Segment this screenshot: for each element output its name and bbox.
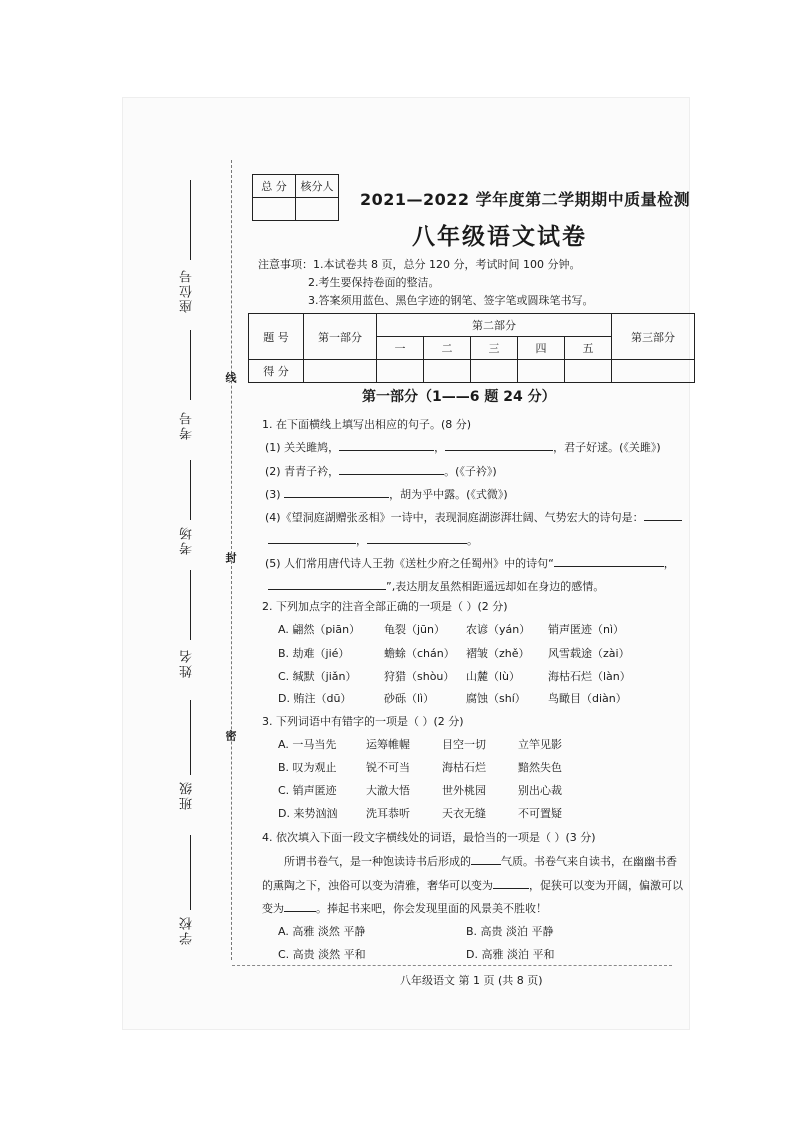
q2-d-4: 鸟瞰目（diàn）: [548, 692, 627, 705]
q3-c-2: 大澈大悟: [366, 784, 410, 797]
seal-mi-mark: 密: [224, 730, 237, 741]
q3-a-2: 运筹帷幄: [366, 738, 410, 751]
q2-c-1: C. 缄默（jiǎn）: [278, 670, 357, 683]
seal-feng-mark: 封: [224, 552, 237, 563]
q1-line5: [265, 555, 675, 571]
q1-line5b-end: ”,表达朋友虽然相距遥远却如在身边的感情。: [386, 580, 605, 593]
seat-label: 座位号: [180, 268, 195, 313]
q1-line1-mid: ，: [434, 441, 446, 454]
q2-d-1: D. 贿注（dū）: [278, 692, 352, 705]
score-cell-part1: [304, 360, 377, 383]
q1-blank-9[interactable]: [268, 579, 386, 590]
sub-5: 五: [565, 337, 612, 360]
q1-blank-8[interactable]: [554, 556, 664, 567]
part2-header: 第二部分: [377, 314, 612, 337]
q1-line5b: [268, 578, 604, 594]
exam-title: 2021—2022 学年度第二学期期中质量检测: [360, 190, 691, 209]
q4-p1a: 所谓书卷气，是一种饱读诗书后形成的: [284, 855, 471, 868]
name-line: [190, 570, 191, 640]
total-score-cell: [253, 198, 296, 221]
q1-blank-3[interactable]: [339, 464, 444, 475]
q2-d-3: 腐蚀（shí）: [466, 692, 526, 705]
score-cell-1: [377, 360, 424, 383]
q1-line4b-end: 。: [467, 534, 478, 547]
exam-notes: [258, 256, 594, 310]
q4-p3b: 。捧起书来吧，你会发现里面的风景美不胜收！: [316, 902, 547, 915]
grade-table: [248, 313, 695, 383]
q1-line2-end: 。(《子衿》): [444, 465, 497, 478]
note-2: 2.考生要保持卷面的整洁。: [308, 276, 440, 289]
q2-d-2: 砂砾（lì）: [384, 692, 435, 705]
exam-no-label: 考号: [180, 410, 195, 440]
q4-para-line1: [284, 853, 677, 869]
qno-header: 题 号: [249, 314, 304, 360]
q1-line2-start: (2) 青青子衿，: [265, 465, 340, 478]
q1-line1: [265, 439, 661, 455]
q1-line3-start: (3): [265, 488, 281, 501]
q1-blank-5[interactable]: [644, 510, 682, 521]
q1-blank-7[interactable]: [367, 533, 467, 544]
q4-stem: 4. 依次填入下面一段文字横线处的词语，最恰当的一项是（ ）(3 分): [262, 831, 596, 844]
score-cell-3: [471, 360, 518, 383]
q1-line4b-mid: ，: [356, 534, 367, 547]
q4-option-d: D. 高雅 淡泊 平和: [466, 948, 555, 961]
q3-d-2: 洗耳恭听: [366, 807, 410, 820]
class-label: 班级: [180, 780, 195, 810]
q3-c-3: 世外桃园: [442, 784, 486, 797]
q1-blank-2[interactable]: [445, 440, 553, 451]
q3-stem: 3. 下列词语中有错字的一项是（ ）(2 分): [262, 715, 464, 728]
q4-para-line3: [262, 900, 547, 916]
school-label: 学校: [180, 915, 195, 945]
note-3: 3.答案须用蓝色、黑色字迹的钢笔、签字笔或圆珠笔书写。: [308, 294, 594, 307]
q4-blank-1[interactable]: [471, 854, 501, 865]
q1-line2: [265, 463, 497, 479]
part1-header: 第一部分: [304, 314, 377, 360]
q1-line5-text: (5) 人们常用唐代诗人王勃《送杜少府之任蜀州》中的诗句“: [265, 557, 554, 570]
q1-line1-end: ，君子好逑。(《关雎》): [553, 441, 661, 454]
q1-line5-mid: ，: [663, 557, 675, 570]
q1-line4: [265, 509, 682, 525]
q3-a-1: A. 一马当先: [278, 738, 337, 751]
exam-no-line: [190, 330, 191, 400]
footer-divider: [232, 965, 672, 966]
q4-p3a: 变为: [262, 902, 284, 915]
q3-b-4: 黯然失色: [518, 761, 562, 774]
q3-b-2: 锐不可当: [366, 761, 410, 774]
q3-c-1: C. 销声匿迹: [278, 784, 337, 797]
sub-2: 二: [424, 337, 471, 360]
q4-blank-2[interactable]: [493, 878, 529, 889]
q3-a-3: 目空一切: [442, 738, 486, 751]
q2-b-1: B. 劫难（jié）: [278, 647, 350, 660]
q2-c-4: 海枯石烂（làn）: [548, 670, 631, 683]
q4-option-c: C. 高贵 淡然 平和: [278, 948, 366, 961]
sub-3: 三: [471, 337, 518, 360]
seal-line-mark: 线: [224, 372, 237, 383]
score-cell-4: [518, 360, 565, 383]
q2-b-4: 风雪载途（zài）: [548, 647, 630, 660]
q3-d-1: D. 来势汹汹: [278, 807, 338, 820]
q3-a-4: 立竿见影: [518, 738, 562, 751]
q1-line3: [265, 486, 508, 502]
q1-blank-1[interactable]: [339, 440, 434, 451]
q2-a-1: A. 翩然（piān）: [278, 623, 361, 636]
total-score-box: [252, 174, 339, 221]
q3-b-1: B. 叹为观止: [278, 761, 337, 774]
q3-d-3: 天衣无缝: [442, 807, 486, 820]
q4-para-line2: [262, 877, 683, 893]
q4-option-a: A. 高雅 淡然 平静: [278, 925, 366, 938]
page-footer: 八年级语文 第 1 页 (共 8 页): [400, 974, 543, 987]
q2-b-3: 褶皱（zhě）: [466, 647, 530, 660]
q2-a-2: 龟裂（jūn）: [384, 623, 445, 636]
q3-d-4: 不可置疑: [518, 807, 562, 820]
total-score-header: 总 分: [253, 175, 296, 198]
score-cell-5: [565, 360, 612, 383]
q3-c-4: 别出心裁: [518, 784, 562, 797]
q1-line1-start: (1) 关关雎鸠，: [265, 441, 340, 454]
sub-1: 一: [377, 337, 424, 360]
q1-line3-end: ，胡为乎中露。(《式微》): [389, 488, 508, 501]
score-cell-2: [424, 360, 471, 383]
q1-blank-4[interactable]: [284, 487, 389, 498]
q4-option-b: B. 高贵 淡泊 平静: [466, 925, 554, 938]
exam-room-line: [190, 460, 191, 520]
exam-subtitle: 八年级语文试卷: [412, 224, 587, 250]
section-heading: 第一部分（1——6 题 24 分）: [362, 389, 556, 405]
q1-stem: 1. 在下面横线上填写出相应的句子。(8 分): [262, 418, 472, 431]
class-line: [190, 700, 191, 775]
note-1: 注意事项：1.本试卷共 8 页，总分 120 分，考试时间 100 分钟。: [258, 258, 581, 271]
q4-blank-3[interactable]: [284, 901, 316, 912]
name-label: 姓名: [180, 648, 195, 678]
q2-b-2: 蟾蜍（chán）: [384, 647, 455, 660]
q2-c-3: 山麓（lù）: [466, 670, 521, 683]
sub-4: 四: [518, 337, 565, 360]
q2-stem: 2. 下列加点字的注音全部正确的一项是（ ）(2 分): [262, 600, 508, 613]
q4-p2b: ，促狭可以变为开阔，偏激可以: [529, 879, 683, 892]
checker-cell: [296, 198, 339, 221]
q3-b-3: 海枯石烂: [442, 761, 486, 774]
part3-header: 第三部分: [612, 314, 695, 360]
score-cell-part3: [612, 360, 695, 383]
exam-room-label: 考场: [180, 525, 195, 555]
school-line: [190, 835, 191, 910]
q2-c-2: 狩猎（shòu）: [384, 670, 455, 683]
q1-line4-text: (4)《望洞庭湖赠张丞相》一诗中，表现洞庭湖澎湃壮阔、气势宏大的诗句是：: [265, 511, 644, 524]
checker-header: 核分人: [296, 175, 339, 198]
seat-line: [190, 180, 191, 260]
q4-p1b: 气质。书卷气来自读书，在幽幽书香: [501, 855, 677, 868]
q1-blank-6[interactable]: [268, 533, 356, 544]
score-row-label: 得 分: [249, 360, 304, 383]
q1-line4b: [268, 532, 478, 548]
q2-a-3: 农谚（yán）: [466, 623, 531, 636]
q4-p2a: 的熏陶之下，浊俗可以变为清雅，奢华可以变为: [262, 879, 493, 892]
q2-a-4: 销声匿迹（nì）: [548, 623, 625, 636]
